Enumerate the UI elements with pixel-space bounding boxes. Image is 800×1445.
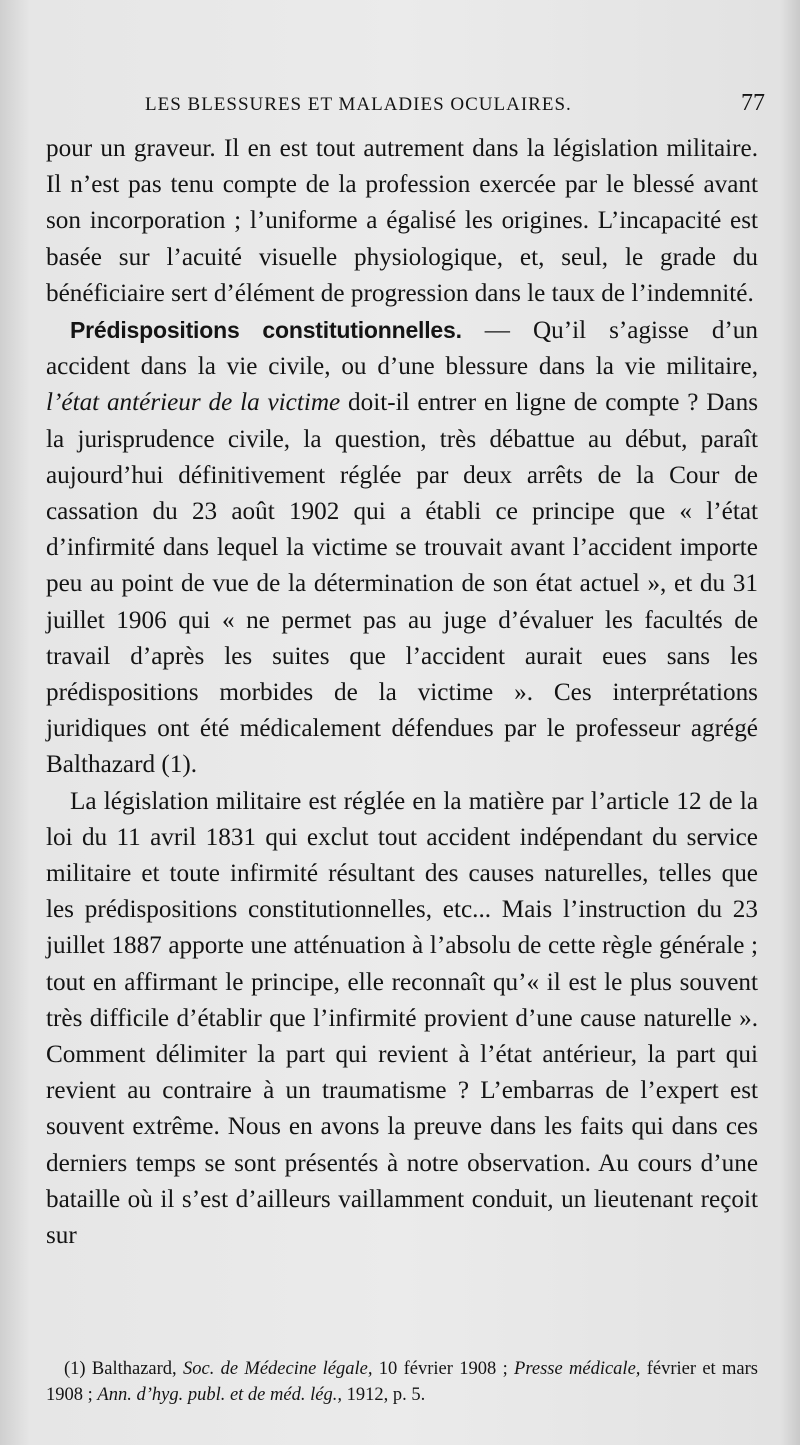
page-number: 77 bbox=[741, 90, 765, 116]
paragraph-predispositions bbox=[46, 312, 758, 784]
footnote-italic: Presse médicale, bbox=[514, 1359, 641, 1379]
footnote bbox=[46, 1356, 758, 1408]
footnote-part: (1) Balthazard, bbox=[64, 1359, 183, 1379]
paragraph-text: doit-il entrer en ligne de compte ? Dans la jurisprudence civile, la question, très débattue au début, paraît aujourd’hui définitivement réglée par deux arrêts de la Cour de cassation du 23 août 1902 qui a établi ce principe que « l’état d’infirmité dans lequel la victime se trouvait avant l’accident importe peu au point de vue de la détermination de son état actuel », et du 31 juillet 1906 qui « ne permet pas au juge d’évaluer les facultés de travail d’après les suites que l’accident aurait eues sans les prédispositions morbides de la victime ». Ces interprétations juridiques ont été médicalement défendues par le professeur agrégé Balthazard (1). bbox=[46, 389, 758, 779]
section-heading: Prédispositions constitutionnelles. bbox=[70, 317, 462, 344]
footnote-italic: Soc. de Médecine légale, bbox=[182, 1359, 373, 1379]
running-title: LES BLESSURES ET MALADIES OCULAIRES. bbox=[145, 94, 572, 115]
body-text bbox=[46, 131, 758, 1254]
footnote-part: février et mars 1908 ; bbox=[46, 1359, 758, 1405]
paragraph-continuation: pour un graveur. Il en est tout autrement dans la législation militaire. Il n’est pas tenu compte de la profession exercée par le blessé avant son incorporation ; l’uniforme a égalisé les origines. L’incapacité est basée sur l’acuité visuelle physiologique, et, seul, le grade du bénéficiaire sert d’élément de progression dans le taux de l’indemnité. bbox=[46, 135, 758, 307]
emphasis-text: l’état antérieur de la victime bbox=[46, 389, 341, 417]
footnote-text bbox=[46, 1356, 758, 1408]
paragraph-text: — Qu’il s’agisse d’un accident dans la vie civile, ou d’une blessure dans la vie militaire, bbox=[46, 317, 758, 381]
footnote-part: 1912, p. 5. bbox=[341, 1385, 426, 1405]
page-header bbox=[145, 90, 765, 120]
paragraph-military-legislation: La législation militaire est réglée en la matière par l’article 12 de la loi du 11 avril 1831 qui exclut tout accident indépendant du service militaire et toute infirmité résultant des causes naturelles, telles que les prédispositions constitutionnelles, etc... Mais l’instruction du 23 juillet 1887 apporte une atténuation à l’absolu de cette règle générale ; tout en affirmant le principe, elle reconnaît qu’« il est le plus souvent très difficile d’établir que l’infirmité provient d’une cause naturelle ». Comment délimiter la part qui revient à l’état antérieur, la part qui revient au contraire à un traumatisme ? L’embarras de l’expert est souvent extrême. Nous en avons la preuve dans les faits qui dans ces derniers temps se sont présentés à notre observation. Au cours d’une bataille où il s’est d’ailleurs vaillamment conduit, un lieutenant reçoit sur bbox=[46, 787, 758, 1250]
footnote-italic: Ann. d’hyg. publ. et de méd. lég., bbox=[97, 1385, 342, 1405]
footnote-part: 10 février 1908 ; bbox=[372, 1359, 515, 1379]
